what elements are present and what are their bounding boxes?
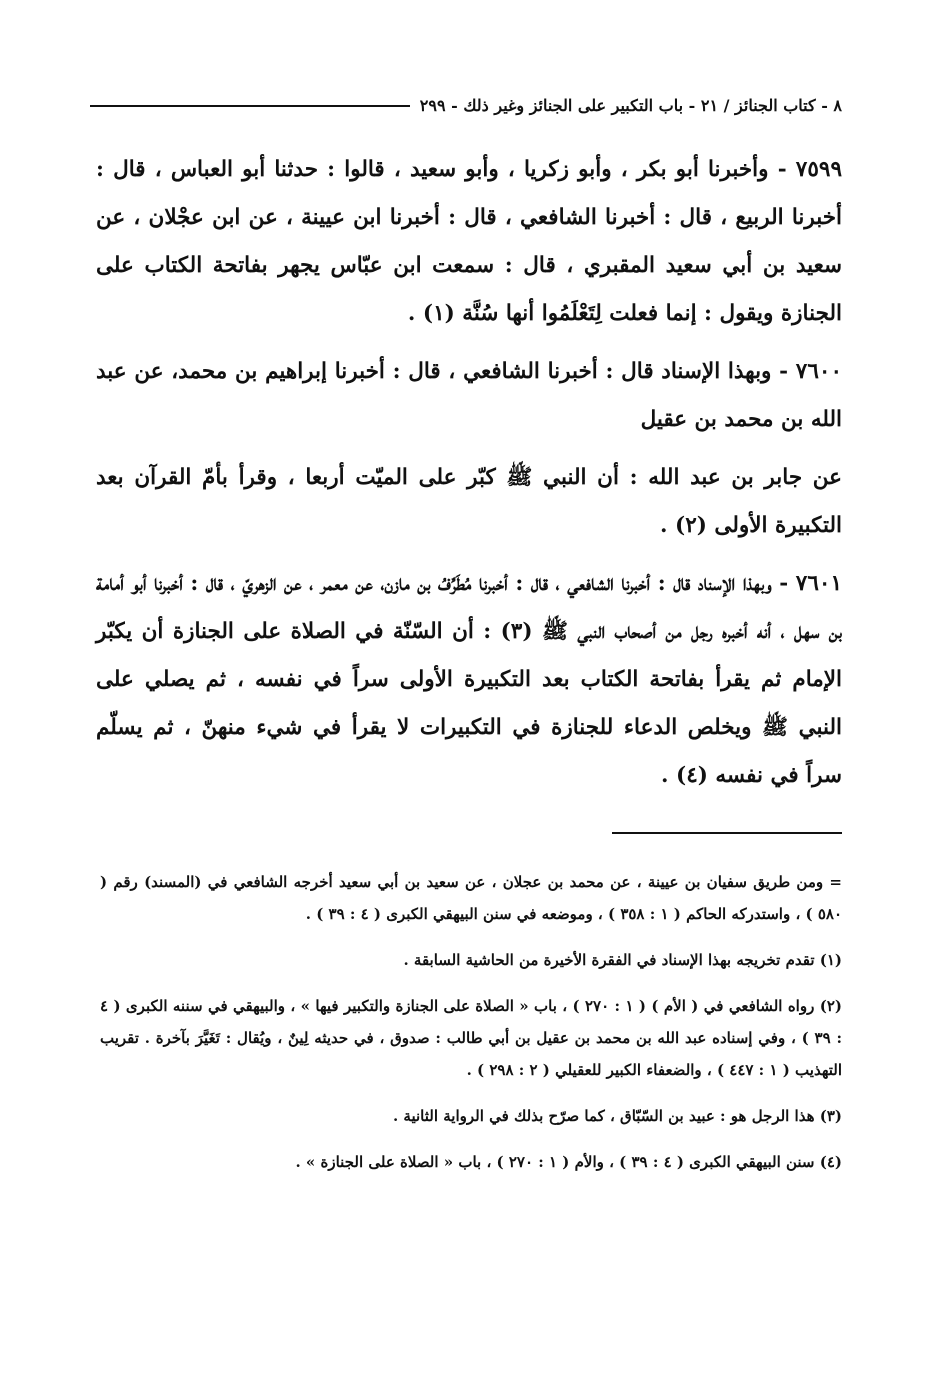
main-text <box>96 146 842 810</box>
footnote-1: (١) تقدم تخريجه بهذا الإسناد في الفقرة الأخيرة من الحاشية السابقة . <box>403 951 842 969</box>
running-header <box>90 96 842 115</box>
footnote-4: (٤) سنن البيهقي الكبرى ( ٤ : ٣٩ ) ، والأم ( ١ : ٢٧٠ ) ، باب « الصلاة على الجنازة » . <box>295 1153 842 1171</box>
footnotes <box>100 866 842 1192</box>
footnote-2: (٢) رواه الشافعي في ( الأم ) ( ١ : ٢٧٠ ) ، باب « الصلاة على الجنازة والتكبير فيها » ، والبيهقي في سننه الكبرى ( ٤ : ٣٩ ) ، وفي إسناده عبد الله بن محمد بن عقيل بن أبي طالب : صدوق ، في حديثه لِينٌ ، ويُقال : تَغَيَّرَ بآخرة . تقريب التهذيب ( ١ : ٤٤٧ ) ، والضعفاء الكبير للعقيلي ( ٢ : ٢٩٨ ) . <box>100 997 842 1079</box>
hadith-7600-isnad: ٧٦٠٠ - وبهذا الإسناد قال : أخبرنا الشافعي ، قال : أخبرنا إبراهيم بن محمد، عن عبد الله بن محمد بن عقيل <box>96 359 842 432</box>
header-text: ٨ - كتاب الجنائز / ٢١ - باب التكبير على الجنائز وغير ذلك - ٢٩٩ <box>419 96 842 115</box>
hadith-7600-matn: عن جابر بن عبد الله : أن النبي ﷺ كبّر على الميّت أربعا ، وقرأ بأمّ القرآن بعد التكبيرة الأولى (٢) . <box>96 465 842 538</box>
hadith-7599: ٧٥٩٩ - وأخبرنا أبو بكر ، وأبو زكريا ، وأبو سعيد ، قالوا : حدثنا أبو العباس ، قال : أخبرنا الربيع ، قال : أخبرنا الشافعي ، قال : أخبرنا ابن عيينة ، عن ابن عجْلان ، عن سعيد بن أبي سعيد المقبري ، قال : سمعت ابن عبّاس يجهر بفاتحة الكتاب على الجنازة ويقول : إنما فعلت لِتَعْلَمُوا أنها سُنَّة (١) . <box>96 157 842 326</box>
footnote-divider <box>612 832 842 834</box>
header-rule <box>90 105 410 107</box>
footnote-3: (٣) هذا الرجل هو : عبيد بن السّبّاق ، كما صرّح بذلك في الرواية الثانية . <box>392 1107 842 1125</box>
footnote-continuation: = ومن طريق سفيان بن عيينة ، عن محمد بن عجلان ، عن سعيد بن أبي سعيد أخرجه الشافعي في (المسند) رقم ( ٥٨٠ ) ، واستدركه الحاكم ( ١ : ٣٥٨ ) ، وموضعه في سنن البيهقي الكبرى ( ٤ : ٣٩ ) . <box>100 873 842 923</box>
hadith-7601: ٧٦٠١ - وبهذا الإسناد قال : أخبرنا الشافعي ، قال : أخبرنا مُطَرِّفُ بن مازن، عن معمر ، عن الزهريّ ، قال : أخبرنا أبو أمامة بن سهل ، أنه أخبره رجل من أصحاب النبي ﷺ (٣) : أن السّنّة في الصلاة على الجنازة أن يكبّر الإمام ثم يقرأ بفاتحة الكتاب بعد التكبيرة الأولى سراً في نفسه ، ثم يصلي على النبي ﷺ ويخلص الدعاء للجنازة في التكبيرات لا يقرأ في شيء منهنّ ، ثم يسلّم سراً في نفسه (٤) . <box>96 571 842 788</box>
